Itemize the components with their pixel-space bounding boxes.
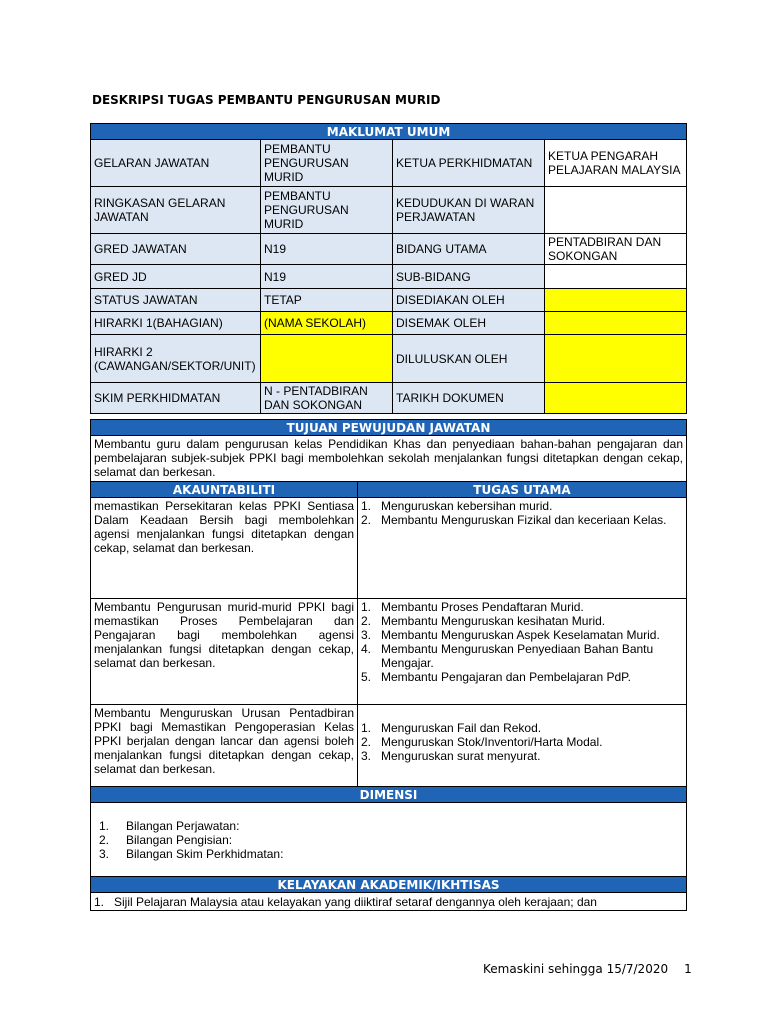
kelayakan-header: KELAYAKAN AKADEMIK/IKHTISAS	[91, 877, 687, 893]
label-ringkasan-gelaran: RINGKASAN GELARAN JAWATAN	[91, 187, 261, 234]
list-item: 1. Bilangan Perjawatan:	[99, 818, 240, 833]
value-bidang-utama: PENTADBIRAN DAN SOKONGAN	[545, 234, 687, 265]
tugas-list-3	[358, 705, 687, 787]
list-item: 4. Membantu Menguruskan Penyediaan Bahan Bantu Mengajar.	[361, 642, 654, 670]
value-skim-perkhidmatan: N - PENTADBIRAN DAN SOKONGAN	[261, 383, 393, 414]
tujuan-header: TUJUAN PEWUJUDAN JAWATAN	[91, 420, 687, 436]
footer-update-text: Kemaskini sehingga 15/7/2020	[483, 962, 669, 976]
label-status-jawatan: STATUS JAWATAN	[91, 289, 261, 312]
label-gred-jd: GRED JD	[91, 265, 261, 289]
label-sub-bidang: SUB-BIDANG	[393, 265, 545, 289]
tugas-table	[90, 419, 687, 911]
label-hirarki-1: HIRARKI 1(BAHAGIAN)	[91, 312, 261, 335]
value-disediakan-oleh	[545, 289, 687, 312]
list-item: 3. Membantu Menguruskan Aspek Keselamatan Murid.	[361, 628, 660, 642]
dimensi-header: DIMENSI	[91, 787, 687, 803]
list-item: 2. Membantu Menguruskan kesihatan Murid.	[361, 614, 606, 628]
label-gelaran-jawatan: GELARAN JAWATAN	[91, 140, 261, 187]
akauntabiliti-header: AKAUNTABILITI	[91, 482, 358, 498]
list-item: 2. Menguruskan Stok/Inventori/Harta Modal.	[361, 735, 603, 749]
akauntabiliti-2: Membantu Pengurusan murid-murid PPKI bagi memastikan Proses Pembelajaran dan Pengajaran bagi membolehkan agensi menjalankan fungsi ditetapkan dengan cekap, selamat dan berkesan.	[91, 599, 358, 705]
label-bidang-utama: BIDANG UTAMA	[393, 234, 545, 265]
tugas-utama-header: TUGAS UTAMA	[358, 482, 687, 498]
value-status-jawatan: TETAP	[261, 289, 393, 312]
list-item: 2. Membantu Menguruskan Fizikal dan keceriaan Kelas.	[361, 513, 667, 527]
list-item: 1. Menguruskan kebersihan murid.	[361, 499, 553, 513]
maklumat-umum-table	[90, 123, 687, 414]
label-gred-jawatan: GRED JAWATAN	[91, 234, 261, 265]
value-ketua-perkhidmatan: KETUA PENGARAH PELAJARAN MALAYSIA	[545, 140, 687, 187]
label-diluluskan-oleh: DILULUSKAN OLEH	[393, 335, 545, 383]
akauntabiliti-3: Membantu Menguruskan Urusan Pentadbiran PPKI bagi Memastikan Pengoperasian Kelas PPKI berjalan dengan lancar dan agensi boleh menjalankan fungsi ditetapkan dengan cekap, selamat dan berkesan.	[91, 705, 358, 787]
document-title: DESKRIPSI TUGAS PEMBANTU PENGURUSAN MURID	[92, 93, 441, 107]
list-item: 1. Menguruskan Fail dan Rekod.	[361, 721, 542, 735]
list-item: 2. Bilangan Pengisian:	[99, 832, 233, 847]
value-kedudukan-waran	[545, 187, 687, 234]
label-kedudukan-waran: KEDUDUKAN DI WARAN PERJAWATAN	[393, 187, 545, 234]
label-tarikh-dokumen: TARIKH DOKUMEN	[393, 383, 545, 414]
label-ketua-perkhidmatan: KETUA PERKHIDMATAN	[393, 140, 545, 187]
list-item: 3. Bilangan Skim Perkhidmatan:	[99, 846, 284, 861]
list-item: 1. Sijil Pelajaran Malaysia atau kelayakan yang diiktiraf setaraf dengannya oleh kerajaan; dan	[94, 894, 597, 909]
tugas-list-2	[358, 599, 687, 705]
kelayakan-list	[91, 893, 687, 911]
label-hirarki-2: HIRARKI 2 (CAWANGAN/SEKTOR/UNIT)	[91, 335, 261, 383]
value-diluluskan-oleh	[545, 335, 687, 383]
dimensi-list	[91, 803, 687, 877]
value-ringkasan-gelaran: PEMBANTU PENGURUSAN MURID	[261, 187, 393, 234]
value-disemak-oleh	[545, 312, 687, 335]
value-hirarki-2	[261, 335, 393, 383]
page-number: 1	[684, 962, 692, 976]
label-disediakan-oleh: DISEDIAKAN OLEH	[393, 289, 545, 312]
akauntabiliti-1: memastikan Persekitaran kelas PPKI Sentiasa Dalam Keadaan Bersih bagi membolehkan agensi menjalankan fungsi ditetapkan dengan cekap, selamat dan berkesan.	[91, 498, 358, 599]
label-disemak-oleh: DISEMAK OLEH	[393, 312, 545, 335]
page-footer	[483, 962, 692, 976]
label-skim-perkhidmatan: SKIM PERKHIDMATAN	[91, 383, 261, 414]
value-sub-bidang	[545, 265, 687, 289]
tujuan-text: Membantu guru dalam pengurusan kelas Pendidikan Khas dan penyediaan bahan-bahan pengajaran dan pembelajaran subjek-subjek PPKI bagi membolehkan sekolah menjalankan fungsi ditetapkan dengan cekap, selamat dan berkesan.	[91, 436, 687, 482]
value-tarikh-dokumen	[545, 383, 687, 414]
list-item: 1. Membantu Proses Pendaftaran Murid.	[361, 600, 584, 614]
tugas-list-1	[358, 498, 687, 599]
value-gred-jawatan: N19	[261, 234, 393, 265]
list-item: 5. Membantu Pengajaran dan Pembelajaran PdP.	[361, 670, 631, 684]
list-item: 3. Menguruskan surat menyurat.	[361, 749, 541, 763]
value-gelaran-jawatan: PEMBANTU PENGURUSAN MURID	[261, 140, 393, 187]
maklumat-umum-header: MAKLUMAT UMUM	[91, 124, 687, 140]
value-gred-jd: N19	[261, 265, 393, 289]
value-hirarki-1: (NAMA SEKOLAH)	[261, 312, 393, 335]
